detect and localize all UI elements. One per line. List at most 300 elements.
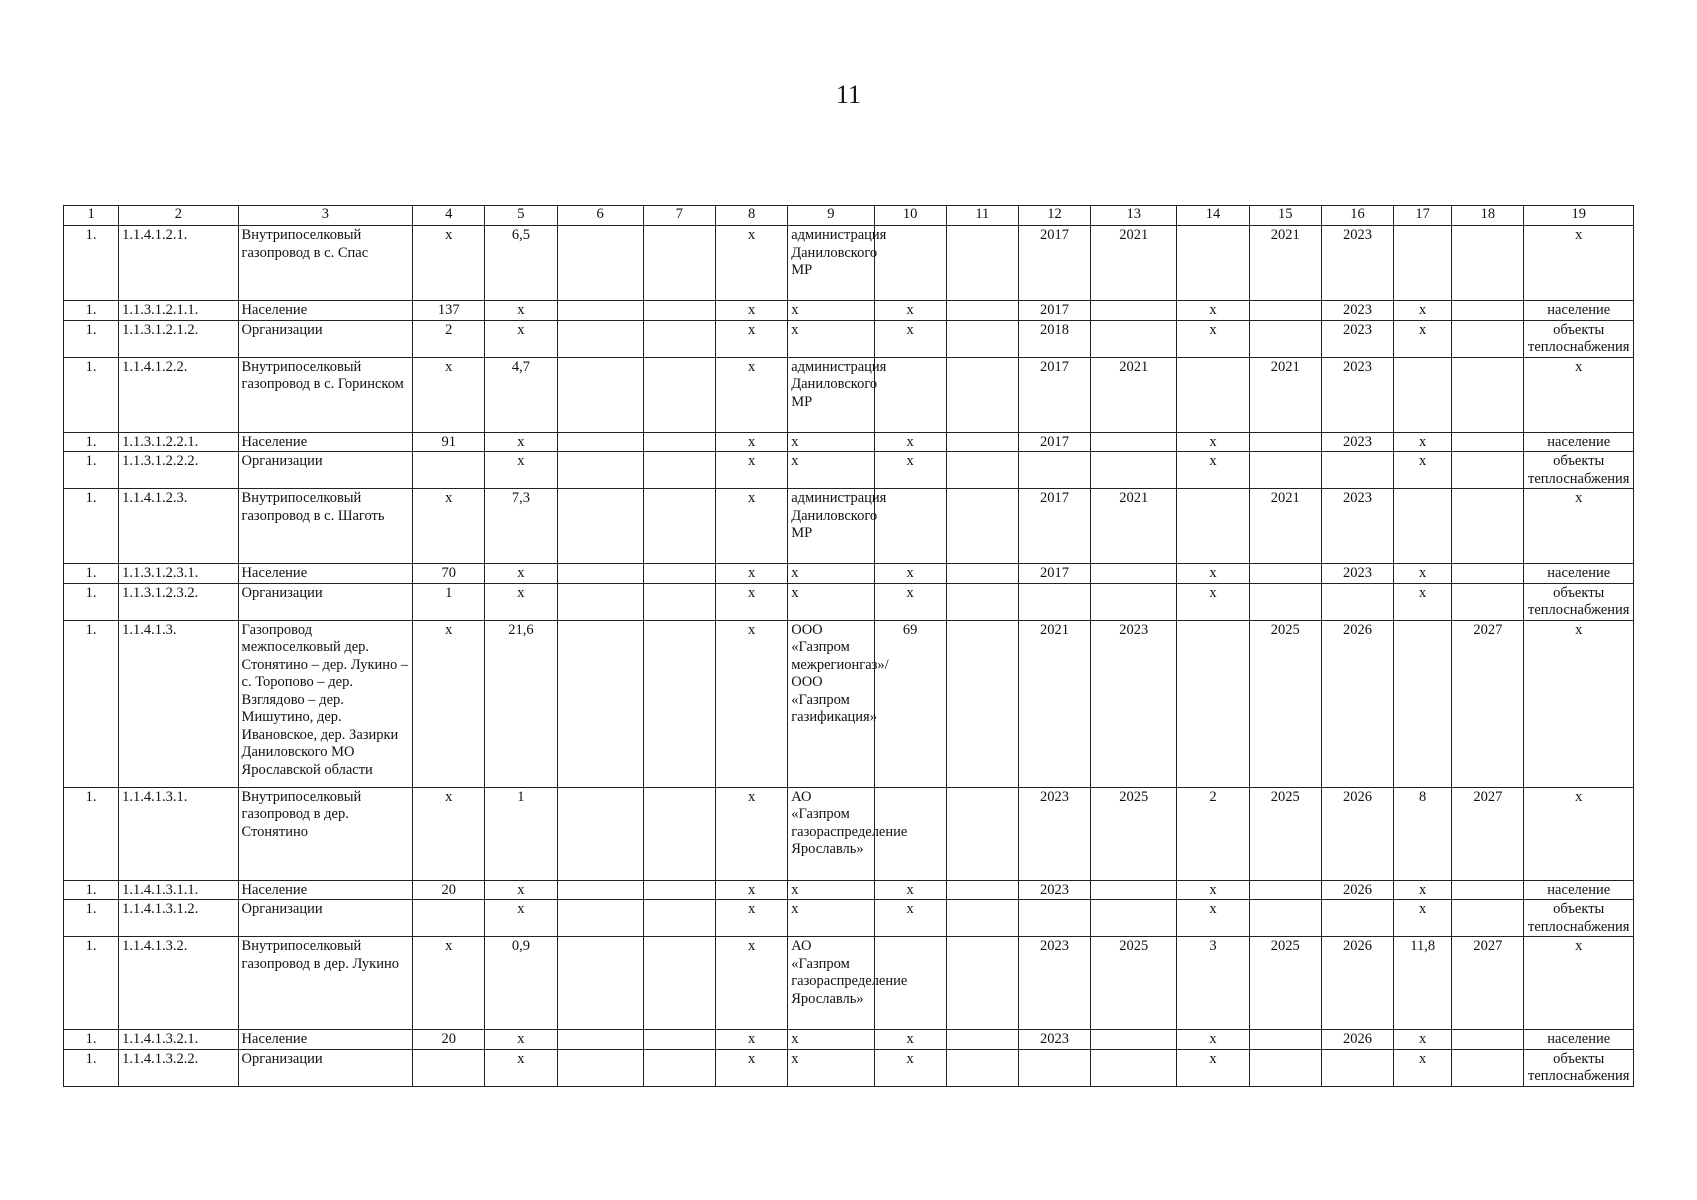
table-cell: х xyxy=(1394,1030,1452,1050)
column-header: 10 xyxy=(874,206,946,226)
table-cell: 2 xyxy=(1177,787,1249,880)
table-cell: 1.1.4.1.3.2.2. xyxy=(119,1049,238,1086)
table-cell: х xyxy=(874,1030,946,1050)
table-cell: х xyxy=(788,583,874,620)
table-cell: 1.1.3.1.2.1.1. xyxy=(119,301,238,321)
table-cell: х xyxy=(1394,564,1452,584)
table-cell: 1.1.3.1.2.1.2. xyxy=(119,320,238,357)
table-cell: х xyxy=(716,320,788,357)
page-number: 11 xyxy=(835,80,862,109)
table-cell: 2021 xyxy=(1249,357,1321,432)
table-cell: администрация Даниловского МР xyxy=(788,226,874,301)
table-cell xyxy=(946,226,1018,301)
table-cell: х xyxy=(485,1030,557,1050)
table-cell: х xyxy=(874,564,946,584)
table-cell: 2021 xyxy=(1091,357,1177,432)
table-cell: х xyxy=(716,301,788,321)
table-cell xyxy=(1452,900,1524,937)
table-cell: Население xyxy=(238,301,413,321)
table-row xyxy=(64,357,1634,432)
table-cell xyxy=(1177,489,1249,564)
table-cell: х xyxy=(788,1030,874,1050)
table-cell: население xyxy=(1524,301,1634,321)
table-cell: х xyxy=(413,937,485,1030)
table-cell: 1. xyxy=(64,489,119,564)
table-cell: х xyxy=(1177,320,1249,357)
table-cell: 2017 xyxy=(1018,226,1090,301)
table-row xyxy=(64,320,1634,357)
table-cell xyxy=(946,301,1018,321)
table-cell xyxy=(1321,1049,1393,1086)
table-cell: х xyxy=(1394,1049,1452,1086)
table-cell xyxy=(1394,489,1452,564)
table-cell: х xyxy=(1524,489,1634,564)
table-cell: х xyxy=(1177,880,1249,900)
table-cell: 1. xyxy=(64,357,119,432)
table-cell: х xyxy=(716,452,788,489)
table-cell xyxy=(1452,226,1524,301)
table-cell: х xyxy=(1177,301,1249,321)
table-cell: х xyxy=(413,787,485,880)
table-cell: х xyxy=(485,583,557,620)
table-cell: 1. xyxy=(64,900,119,937)
table-cell xyxy=(946,1049,1018,1086)
table-cell: Организации xyxy=(238,1049,413,1086)
table-row xyxy=(64,1049,1634,1086)
table-cell: 1. xyxy=(64,452,119,489)
table-cell: 1 xyxy=(413,583,485,620)
table-cell: 1. xyxy=(64,937,119,1030)
table-cell xyxy=(1091,1049,1177,1086)
table-cell: х xyxy=(716,564,788,584)
table-cell xyxy=(1091,301,1177,321)
table-cell: х xyxy=(716,620,788,787)
table-cell: х xyxy=(716,1030,788,1050)
table-cell: 2021 xyxy=(1091,489,1177,564)
table-cell: 11,8 xyxy=(1394,937,1452,1030)
table-cell: Население xyxy=(238,564,413,584)
table-row xyxy=(64,620,1634,787)
table-cell: 2023 xyxy=(1091,620,1177,787)
table-cell: 2027 xyxy=(1452,787,1524,880)
table-cell: АО «Газпром газораспределение Ярославль» xyxy=(788,937,874,1030)
table-cell xyxy=(1249,564,1321,584)
table-row xyxy=(64,1030,1634,1050)
table-row xyxy=(64,564,1634,584)
table-cell: х xyxy=(485,1049,557,1086)
table-cell xyxy=(413,900,485,937)
table-cell xyxy=(1321,452,1393,489)
table-cell: 91 xyxy=(413,432,485,452)
table-cell: х xyxy=(1524,620,1634,787)
table-cell: х xyxy=(485,900,557,937)
table-cell: х xyxy=(485,301,557,321)
table-cell: 1. xyxy=(64,620,119,787)
table-cell xyxy=(1452,880,1524,900)
table-cell: Газопровод межпоселковый дер. Стонятино – дер. Лукино – с. Торопово – дер. Взглядово – дер. Мишутино, дер. Ивановское, дер. Зазирки Даниловского МО Ярославской области xyxy=(238,620,413,787)
table-cell xyxy=(946,787,1018,880)
column-header: 11 xyxy=(946,206,1018,226)
table-cell xyxy=(643,1030,715,1050)
table-cell xyxy=(1394,620,1452,787)
table-cell xyxy=(1452,1049,1524,1086)
table-cell xyxy=(557,432,643,452)
table-cell: х xyxy=(716,489,788,564)
table-cell xyxy=(557,937,643,1030)
table-cell: х xyxy=(413,226,485,301)
column-header: 4 xyxy=(413,206,485,226)
table-cell xyxy=(557,226,643,301)
table-cell: ООО «Газпром межрегионгаз»/ ООО «Газпром газификация» xyxy=(788,620,874,787)
table-cell xyxy=(643,1049,715,1086)
table-cell: 137 xyxy=(413,301,485,321)
table-cell: объекты теплоснабжения xyxy=(1524,320,1634,357)
table-cell: х xyxy=(874,432,946,452)
table-cell: х xyxy=(1524,357,1634,432)
table-cell: 8 xyxy=(1394,787,1452,880)
table-cell: Население xyxy=(238,880,413,900)
table-cell: 1.1.3.1.2.3.1. xyxy=(119,564,238,584)
table-cell: 2025 xyxy=(1091,937,1177,1030)
table-cell: х xyxy=(1177,564,1249,584)
table-cell: х xyxy=(874,880,946,900)
table-cell xyxy=(1321,583,1393,620)
table-cell: 4,7 xyxy=(485,357,557,432)
column-header: 18 xyxy=(1452,206,1524,226)
column-header: 14 xyxy=(1177,206,1249,226)
table-cell: 1 xyxy=(485,787,557,880)
table-cell xyxy=(557,620,643,787)
table-cell xyxy=(557,880,643,900)
table-cell xyxy=(946,583,1018,620)
table-cell: х xyxy=(716,937,788,1030)
table-cell: 1.1.4.1.3.1.2. xyxy=(119,900,238,937)
table-cell: 2017 xyxy=(1018,564,1090,584)
table-cell xyxy=(643,880,715,900)
table-cell: х xyxy=(485,564,557,584)
table-cell: х xyxy=(716,432,788,452)
table-cell xyxy=(1452,564,1524,584)
table-cell: 2023 xyxy=(1321,301,1393,321)
table-cell: х xyxy=(485,320,557,357)
table-cell xyxy=(1091,900,1177,937)
table-cell: х xyxy=(413,489,485,564)
table-cell: 6,5 xyxy=(485,226,557,301)
table-cell: 1.1.4.1.3.2. xyxy=(119,937,238,1030)
table-cell: х xyxy=(716,880,788,900)
table-cell: 1.1.4.1.3.2.1. xyxy=(119,1030,238,1050)
table-cell: Внутрипоселковый газопровод в с. Спас xyxy=(238,226,413,301)
column-header: 13 xyxy=(1091,206,1177,226)
table-cell: объекты теплоснабжения xyxy=(1524,452,1634,489)
column-header: 5 xyxy=(485,206,557,226)
table-cell: 69 xyxy=(874,620,946,787)
table-cell xyxy=(1091,880,1177,900)
table-cell: 1.1.4.1.2.3. xyxy=(119,489,238,564)
column-header: 8 xyxy=(716,206,788,226)
table-cell: население xyxy=(1524,1030,1634,1050)
table-cell xyxy=(557,357,643,432)
table-cell: 2023 xyxy=(1321,564,1393,584)
table-cell: население xyxy=(1524,432,1634,452)
table-cell: х xyxy=(1394,320,1452,357)
table-cell: 2025 xyxy=(1249,937,1321,1030)
table-cell xyxy=(557,583,643,620)
table-cell: х xyxy=(716,226,788,301)
data-table xyxy=(63,205,1634,1087)
table-cell: 20 xyxy=(413,880,485,900)
table-cell xyxy=(643,489,715,564)
table-cell: Население xyxy=(238,432,413,452)
table-cell: 2018 xyxy=(1018,320,1090,357)
table-cell: х xyxy=(788,320,874,357)
table-cell: 2021 xyxy=(1091,226,1177,301)
column-header: 15 xyxy=(1249,206,1321,226)
table-row xyxy=(64,452,1634,489)
table-cell: х xyxy=(1177,583,1249,620)
table-cell: 1. xyxy=(64,880,119,900)
table-cell xyxy=(1249,301,1321,321)
table-cell: 3 xyxy=(1177,937,1249,1030)
table-cell: 1. xyxy=(64,1049,119,1086)
table-cell: 7,3 xyxy=(485,489,557,564)
table-cell: Внутрипоселковый газопровод в с. Шаготь xyxy=(238,489,413,564)
table-cell: х xyxy=(1394,880,1452,900)
table-cell: 1. xyxy=(64,226,119,301)
table-cell xyxy=(1249,320,1321,357)
table-cell: 2026 xyxy=(1321,1030,1393,1050)
table-cell: 2023 xyxy=(1321,432,1393,452)
table-cell: х xyxy=(716,1049,788,1086)
table-cell: 1.1.4.1.2.1. xyxy=(119,226,238,301)
table-cell xyxy=(1452,1030,1524,1050)
table-cell xyxy=(643,226,715,301)
table-cell: 2 xyxy=(413,320,485,357)
table-cell: Организации xyxy=(238,900,413,937)
table-cell: 1.1.4.1.3. xyxy=(119,620,238,787)
table-cell xyxy=(1394,357,1452,432)
table-cell: Внутрипоселковый газопровод в дер. Лукино xyxy=(238,937,413,1030)
table-cell: х xyxy=(788,880,874,900)
table-row xyxy=(64,489,1634,564)
table-cell xyxy=(1249,1049,1321,1086)
table-cell: х xyxy=(716,787,788,880)
column-header: 7 xyxy=(643,206,715,226)
table-cell xyxy=(1018,583,1090,620)
table-cell xyxy=(557,301,643,321)
table-cell: Организации xyxy=(238,452,413,489)
table-cell xyxy=(557,489,643,564)
table-row xyxy=(64,432,1634,452)
table-cell xyxy=(557,1049,643,1086)
table-cell: х xyxy=(485,880,557,900)
table-cell xyxy=(643,583,715,620)
table-cell xyxy=(557,787,643,880)
table-cell: 2023 xyxy=(1321,320,1393,357)
table-cell: х xyxy=(788,1049,874,1086)
table-cell xyxy=(1249,1030,1321,1050)
table-cell xyxy=(946,357,1018,432)
table-cell: 2021 xyxy=(1249,489,1321,564)
table-cell: 2023 xyxy=(1018,937,1090,1030)
table-cell: объекты теплоснабжения xyxy=(1524,583,1634,620)
table-cell: 2026 xyxy=(1321,787,1393,880)
table-cell xyxy=(1452,357,1524,432)
table-cell: х xyxy=(1394,432,1452,452)
table-cell: население xyxy=(1524,880,1634,900)
table-cell: объекты теплоснабжения xyxy=(1524,1049,1634,1086)
table-cell: Население xyxy=(238,1030,413,1050)
table-cell: х xyxy=(874,583,946,620)
table-cell: х xyxy=(874,301,946,321)
table-cell xyxy=(643,452,715,489)
table-cell xyxy=(643,900,715,937)
table-cell xyxy=(413,1049,485,1086)
table-cell xyxy=(1018,452,1090,489)
table-cell: х xyxy=(874,900,946,937)
column-header: 6 xyxy=(557,206,643,226)
table-cell: 1.1.4.1.2.2. xyxy=(119,357,238,432)
table-cell: 1. xyxy=(64,301,119,321)
table-cell: х xyxy=(1394,452,1452,489)
table-cell: 1. xyxy=(64,1030,119,1050)
table-row xyxy=(64,900,1634,937)
table-cell: 1. xyxy=(64,320,119,357)
table-cell: х xyxy=(1524,226,1634,301)
table-cell xyxy=(946,1030,1018,1050)
table-cell xyxy=(946,564,1018,584)
column-header: 19 xyxy=(1524,206,1634,226)
table-cell: х xyxy=(874,320,946,357)
table-cell: объекты теплоснабжения xyxy=(1524,900,1634,937)
table-cell xyxy=(1452,452,1524,489)
table-cell xyxy=(946,489,1018,564)
table-cell: 1.1.3.1.2.2.1. xyxy=(119,432,238,452)
table-row xyxy=(64,301,1634,321)
table-cell: х xyxy=(788,301,874,321)
table-cell: х xyxy=(788,432,874,452)
table-cell xyxy=(1249,452,1321,489)
table-cell: Внутрипоселковый газопровод в дер. Стонятино xyxy=(238,787,413,880)
table-cell xyxy=(1452,583,1524,620)
table-cell: 2023 xyxy=(1321,357,1393,432)
table-cell xyxy=(946,320,1018,357)
table-cell: 2021 xyxy=(1018,620,1090,787)
column-header: 1 xyxy=(64,206,119,226)
table-cell: х xyxy=(788,564,874,584)
table-cell: 20 xyxy=(413,1030,485,1050)
table-cell: х xyxy=(485,432,557,452)
table-cell: Организации xyxy=(238,320,413,357)
column-header: 17 xyxy=(1394,206,1452,226)
table-cell: 2025 xyxy=(1249,620,1321,787)
table-cell: х xyxy=(1177,452,1249,489)
table-cell: население xyxy=(1524,564,1634,584)
table-cell xyxy=(1091,320,1177,357)
table-cell: администрация Даниловского МР xyxy=(788,489,874,564)
table-cell: х xyxy=(716,357,788,432)
table-cell xyxy=(1091,432,1177,452)
table-header-row xyxy=(64,206,1634,226)
table-cell: 1.1.4.1.3.1.1. xyxy=(119,880,238,900)
table-cell: 2017 xyxy=(1018,432,1090,452)
table-cell xyxy=(1091,564,1177,584)
table-cell: 2025 xyxy=(1091,787,1177,880)
table-cell: х xyxy=(788,452,874,489)
table-cell: Организации xyxy=(238,583,413,620)
table-cell xyxy=(1249,583,1321,620)
table-cell: 21,6 xyxy=(485,620,557,787)
table-cell: 1. xyxy=(64,432,119,452)
table-cell: х xyxy=(1394,583,1452,620)
table-cell xyxy=(946,880,1018,900)
table-cell xyxy=(1249,880,1321,900)
table-cell xyxy=(1321,900,1393,937)
table-cell: 2026 xyxy=(1321,937,1393,1030)
table-cell xyxy=(946,900,1018,937)
table-cell xyxy=(643,787,715,880)
column-header: 9 xyxy=(788,206,874,226)
column-header: 3 xyxy=(238,206,413,226)
table-cell xyxy=(1177,620,1249,787)
table-row xyxy=(64,226,1634,301)
table-cell: 1.1.4.1.3.1. xyxy=(119,787,238,880)
table-cell: 2023 xyxy=(1321,226,1393,301)
table-cell xyxy=(413,452,485,489)
table-cell: 2023 xyxy=(1018,787,1090,880)
table-cell: х xyxy=(1177,1030,1249,1050)
table-cell xyxy=(557,1030,643,1050)
table-row xyxy=(64,787,1634,880)
column-header: 16 xyxy=(1321,206,1393,226)
table-cell xyxy=(1091,583,1177,620)
table-cell: х xyxy=(716,583,788,620)
table-cell: 2017 xyxy=(1018,357,1090,432)
table-cell xyxy=(643,301,715,321)
table-cell xyxy=(946,620,1018,787)
table-cell: х xyxy=(1177,900,1249,937)
table-cell xyxy=(1177,226,1249,301)
table-cell xyxy=(557,900,643,937)
table-cell xyxy=(643,432,715,452)
table-cell: х xyxy=(1177,432,1249,452)
table-row xyxy=(64,583,1634,620)
column-header: 2 xyxy=(119,206,238,226)
table-cell: х xyxy=(413,357,485,432)
table-cell: х xyxy=(413,620,485,787)
table-cell xyxy=(1452,320,1524,357)
table-cell: администрация Даниловского МР xyxy=(788,357,874,432)
table-cell xyxy=(643,357,715,432)
table-cell: х xyxy=(1394,301,1452,321)
table-cell xyxy=(946,452,1018,489)
table-cell xyxy=(1091,1030,1177,1050)
table-cell xyxy=(643,937,715,1030)
table-cell: 2023 xyxy=(1018,880,1090,900)
table-cell xyxy=(1018,900,1090,937)
table-cell: х xyxy=(1177,1049,1249,1086)
table-cell: 1. xyxy=(64,583,119,620)
table-cell xyxy=(557,320,643,357)
table-cell xyxy=(557,452,643,489)
table-cell: 1.1.3.1.2.2.2. xyxy=(119,452,238,489)
table-cell xyxy=(946,937,1018,1030)
table-cell: х xyxy=(716,900,788,937)
table-cell: 70 xyxy=(413,564,485,584)
table-cell xyxy=(1177,357,1249,432)
table-cell xyxy=(643,320,715,357)
table-cell: 2027 xyxy=(1452,620,1524,787)
